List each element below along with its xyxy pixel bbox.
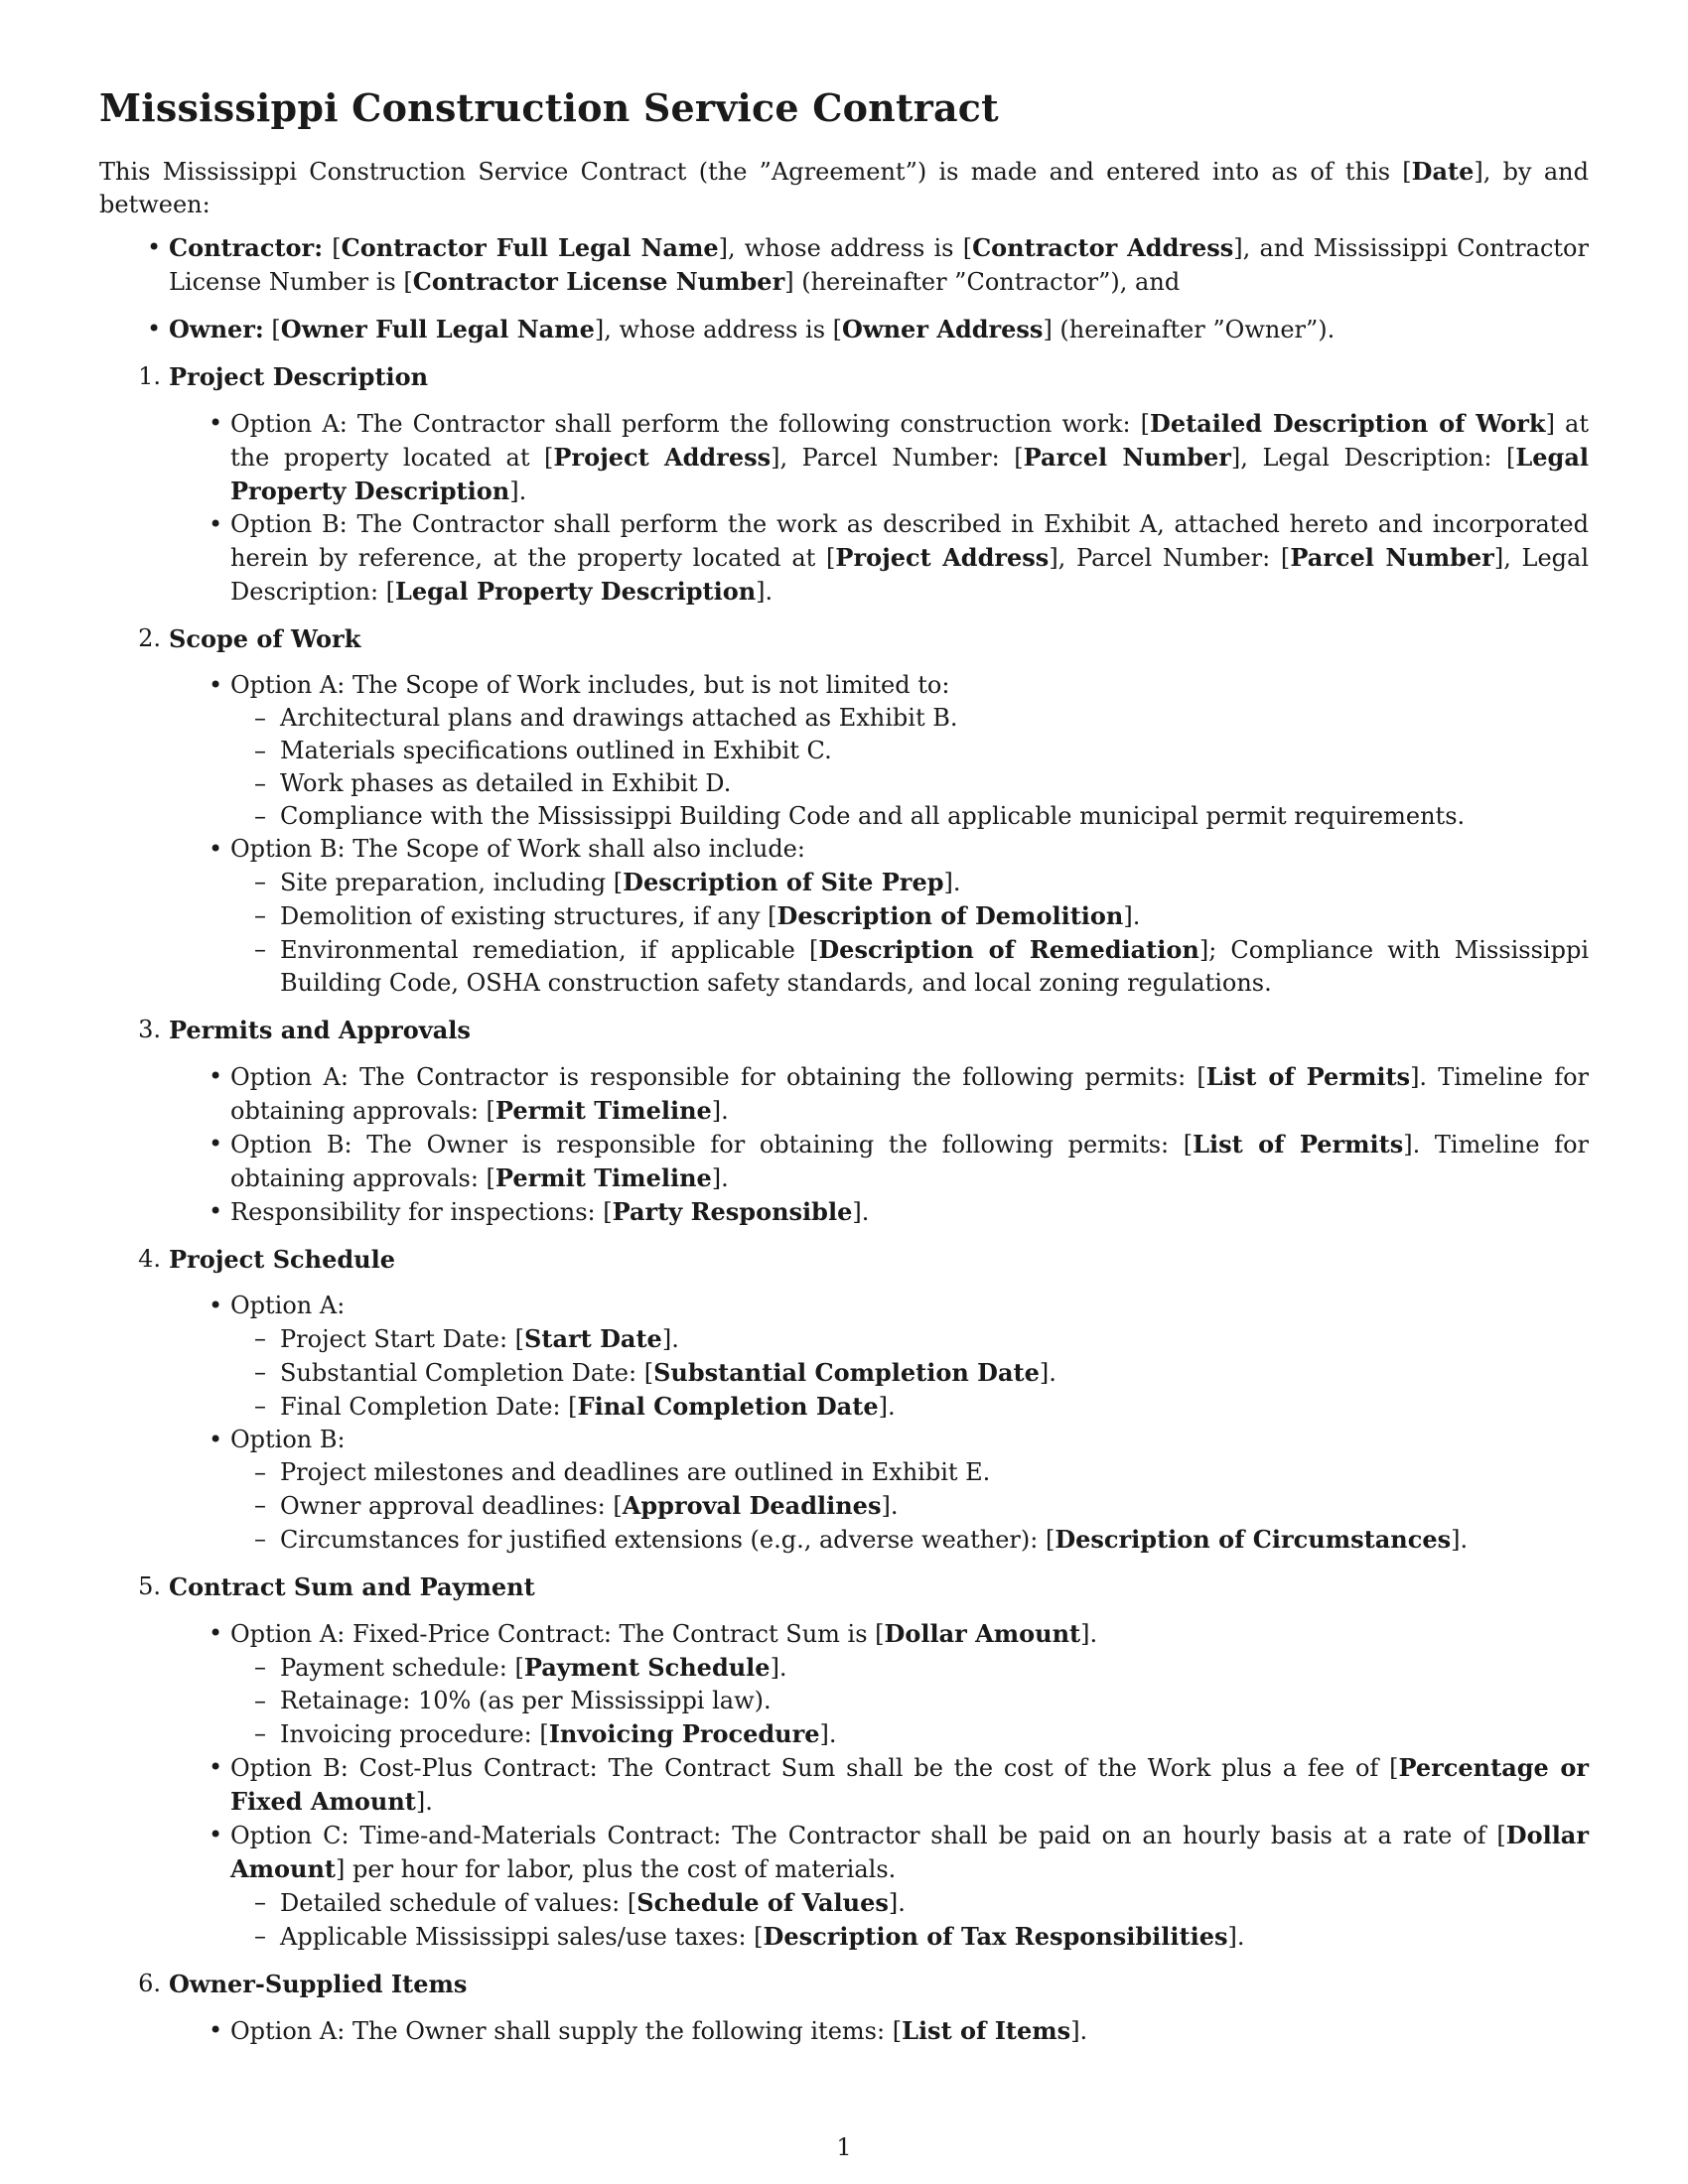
list-item <box>280 1489 1589 1523</box>
text: ]. <box>1227 1923 1245 1951</box>
placeholder: List of Items <box>902 2016 1071 2045</box>
list-item: – Architectural plans and drawings attached as Exhibit B. <box>280 702 1589 735</box>
placeholder: List of Permits <box>1205 1062 1411 1091</box>
text: ], and Mississippi Contractor License Number is [ <box>169 234 1589 296</box>
text: Option B: <box>230 1426 346 1453</box>
list-item <box>280 1886 1589 1920</box>
placeholder: Final Completion Date <box>577 1392 879 1421</box>
section-title: Project Schedule <box>169 1245 395 1274</box>
contractor-name-placeholder: Contractor Full Legal Name <box>341 233 719 262</box>
placeholder: List of Permits <box>1193 1130 1404 1159</box>
document-page <box>99 85 1589 2062</box>
list-item <box>280 1651 1589 1685</box>
section-owner-supplied-items <box>138 1968 1589 2048</box>
list-item <box>280 899 1589 933</box>
option-a <box>230 407 1589 508</box>
text: ]. Timeline for obtaining approvals: [ <box>230 1063 1589 1125</box>
placeholder: Permit Timeline <box>494 1096 712 1125</box>
section-number: 4. <box>138 1245 161 1273</box>
placeholder: Invoicing Procedure <box>548 1719 820 1748</box>
text: ] (hereinafter ”Contractor”), and <box>784 268 1181 296</box>
placeholder: Description of Demolition <box>776 901 1124 930</box>
section-number: 2. <box>138 624 161 652</box>
text: ]. <box>819 1720 837 1748</box>
text: Project Start Date: [ <box>280 1325 525 1353</box>
text: Payment schedule: [ <box>280 1654 524 1682</box>
text: ]. <box>661 1325 679 1353</box>
text: Option B: The Owner is responsible for obtaining the following permits: [ <box>230 1131 1194 1159</box>
section-contract-sum-and-payment <box>138 1570 1589 1954</box>
text: ]. <box>509 478 527 505</box>
text: ]. <box>943 869 961 896</box>
placeholder: Approval Deadlines <box>622 1491 882 1520</box>
text: ]. <box>415 1788 433 1816</box>
placeholder: Project Address <box>835 543 1050 572</box>
text: ]. <box>711 1164 729 1192</box>
list-item <box>280 866 1589 899</box>
text: Option B: The Contractor shall perform the work as described in Exhibit A, attached hereto and incorporated herein by reference, at the property located at [ <box>230 510 1589 572</box>
text: Substantial Completion Date: [ <box>280 1359 654 1387</box>
text: ]. Timeline for obtaining approvals: [ <box>230 1131 1589 1192</box>
contractor-party <box>169 231 1589 299</box>
owner-party <box>169 313 1589 346</box>
text: ]. <box>852 1198 870 1226</box>
placeholder: Detailed Description of Work <box>1150 409 1546 438</box>
text: Circumstances for justified extensions (e.g., adverse weather): [ <box>280 1526 1055 1554</box>
inspections-item <box>230 1195 1589 1229</box>
sub-list <box>230 1651 1589 1751</box>
owner-address-placeholder: Owner Address <box>842 315 1044 343</box>
text: ], Parcel Number: [ <box>771 444 1024 472</box>
section-permits-and-approvals <box>138 1014 1589 1229</box>
page-number: 1 <box>836 2133 852 2161</box>
list-item: – Work phases as detailed in Exhibit D. <box>280 767 1589 800</box>
list-item <box>280 1322 1589 1356</box>
sub-list <box>230 1456 1589 1557</box>
section-number: 1. <box>138 362 161 390</box>
placeholder: Party Responsible <box>612 1197 853 1226</box>
placeholder: Description of Tax Responsibilities <box>763 1922 1228 1951</box>
text: Option A: <box>230 1292 346 1319</box>
option-a <box>230 669 1589 833</box>
section-title: Contract Sum and Payment <box>169 1572 535 1601</box>
parties-list <box>99 231 1589 346</box>
intro-text: This Mississippi Construction Service Contract (the ”Agreement”) is made and entered into as of this [ <box>99 158 1412 186</box>
list-item <box>280 933 1589 1000</box>
text: [ <box>323 234 342 262</box>
sub-list <box>230 866 1589 1000</box>
placeholder: Legal Property Description <box>395 577 757 606</box>
text: ]. <box>770 1654 787 1682</box>
text: Applicable Mississippi sales/use taxes: [ <box>280 1923 764 1951</box>
text: Option A: The Scope of Work includes, but is not limited to: <box>230 671 950 699</box>
owner-label: Owner: <box>169 315 264 343</box>
section-title: Project Description <box>169 362 429 391</box>
text: ] (hereinafter ”Owner”). <box>1043 316 1336 343</box>
text: ] at the property located at [ <box>230 410 1590 472</box>
option-a <box>230 1617 1589 1751</box>
option-b <box>230 1128 1589 1195</box>
placeholder: Start Date <box>524 1324 662 1353</box>
placeholder: Description of Site Prep <box>623 868 944 896</box>
section-title: Permits and Approvals <box>169 1016 471 1044</box>
text: ], whose address is [ <box>718 234 973 262</box>
contractor-label: Contractor: <box>169 233 324 262</box>
placeholder: Parcel Number <box>1290 543 1494 572</box>
contractor-address-placeholder: Contractor Address <box>972 233 1234 262</box>
text: ]. <box>1039 1359 1056 1387</box>
section-title: Scope of Work <box>169 624 361 653</box>
option-b <box>230 1424 1589 1557</box>
list-item <box>280 1356 1589 1390</box>
text: Option B: The Scope of Work shall also include: <box>230 835 805 863</box>
options-list <box>169 1060 1589 1229</box>
text: Responsibility for inspections: [ <box>230 1198 613 1226</box>
document-title: Mississippi Construction Service Contract <box>99 85 999 130</box>
text: Option A: The Contractor shall perform the following construction work: [ <box>230 410 1151 438</box>
section-number: 5. <box>138 1572 161 1600</box>
text: ]. <box>1123 902 1141 930</box>
placeholder: Permit Timeline <box>494 1163 712 1192</box>
placeholder: Description of Circumstances <box>1055 1525 1452 1554</box>
section-number: 6. <box>138 1970 161 1997</box>
options-list <box>169 1617 1589 1954</box>
list-item: – Retainage: 10% (as per Mississippi law). <box>280 1685 1589 1717</box>
text: Environmental remediation, if applicable [ <box>280 936 819 964</box>
text: Invoicing procedure: [ <box>280 1720 549 1748</box>
sub-list <box>230 1886 1589 1954</box>
intro-text: ], by and between: <box>99 158 1589 218</box>
text: Demolition of existing structures, if any [ <box>280 902 777 930</box>
placeholder: Parcel Number <box>1023 443 1231 472</box>
text: ]. <box>1080 1620 1098 1648</box>
text: Option A: The Owner shall supply the following items: [ <box>230 2017 903 2045</box>
options-list <box>169 407 1589 609</box>
list-item: – Compliance with the Mississippi Building Code and all applicable municipal permit requirements. <box>280 800 1589 833</box>
option-a <box>230 2014 1589 2048</box>
text: ]. <box>881 1492 899 1520</box>
placeholder: Percentage or Fixed Amount <box>230 1753 1589 1816</box>
text: [ <box>263 316 281 343</box>
placeholder: Payment Schedule <box>523 1653 771 1682</box>
text: Site preparation, including [ <box>280 869 624 896</box>
option-a <box>230 1290 1589 1424</box>
option-b <box>230 833 1589 1000</box>
option-a <box>230 1060 1589 1128</box>
text: ], Legal Description: [ <box>230 544 1590 606</box>
text: ] per hour for labor, plus the cost of materials. <box>336 1855 897 1883</box>
text: ], whose address is [ <box>594 316 843 343</box>
text: Detailed schedule of values: [ <box>280 1889 637 1917</box>
text: Option C: Time-and-Materials Contract: The Contractor shall be paid on an hourly basis at a rate of [ <box>230 1822 1506 1849</box>
placeholder: Dollar Amount <box>884 1619 1081 1648</box>
contractor-license-placeholder: Contractor License Number <box>412 267 785 296</box>
option-b <box>230 508 1589 609</box>
text: ]; Compliance with Mississippi Building Code, OSHA construction safety standards, and local zoning regulations. <box>280 936 1590 997</box>
list-item <box>280 1717 1589 1751</box>
text: ], Parcel Number: [ <box>1049 544 1291 572</box>
text: ]. <box>1451 1526 1469 1554</box>
section-number: 3. <box>138 1016 161 1043</box>
section-scope-of-work <box>138 622 1590 1000</box>
placeholder: Description of Remediation <box>818 935 1199 964</box>
list-item: – Project milestones and deadlines are outlined in Exhibit E. <box>280 1456 1589 1489</box>
sub-list <box>230 702 1589 833</box>
owner-name-placeholder: Owner Full Legal Name <box>280 315 595 343</box>
section-project-schedule <box>138 1243 1589 1557</box>
text: Owner approval deadlines: [ <box>280 1492 623 1520</box>
placeholder: Substantial Completion Date <box>653 1358 1040 1387</box>
sections-list <box>99 360 1589 2048</box>
placeholder: Project Address <box>553 443 772 472</box>
section-title: Owner-Supplied Items <box>169 1970 468 1998</box>
placeholder: Legal Property Description <box>230 443 1589 505</box>
text: ]. <box>711 1097 729 1125</box>
option-c <box>230 1819 1589 1954</box>
list-item <box>280 1523 1589 1557</box>
options-list <box>169 2014 1589 2048</box>
text: Option A: Fixed-Price Contract: The Contract Sum is [ <box>230 1620 885 1648</box>
text: ]. <box>878 1393 896 1421</box>
text: Option B: Cost-Plus Contract: The Contract Sum shall be the cost of the Work plus a fee of [ <box>230 1754 1399 1782</box>
text: Option A: The Contractor is responsible for obtaining the following permits: [ <box>230 1063 1206 1091</box>
list-item: – Materials specifications outlined in Exhibit C. <box>280 735 1589 767</box>
date-placeholder: Date <box>1411 157 1475 186</box>
placeholder: Dollar Amount <box>230 1821 1589 1883</box>
options-list <box>169 669 1589 1000</box>
sub-list <box>230 1322 1589 1424</box>
placeholder: Schedule of Values <box>636 1888 889 1917</box>
intro-paragraph <box>99 155 1589 221</box>
options-list <box>169 1290 1589 1557</box>
section-project-description <box>138 360 1590 609</box>
text: ]. <box>756 578 774 606</box>
list-item <box>280 1920 1589 1954</box>
text: ]. <box>1070 2017 1088 2045</box>
option-b <box>230 1751 1589 1819</box>
text: ]. <box>888 1889 906 1917</box>
text: ], Legal Description: [ <box>1230 444 1516 472</box>
list-item <box>280 1390 1589 1424</box>
text: Final Completion Date: [ <box>280 1393 578 1421</box>
